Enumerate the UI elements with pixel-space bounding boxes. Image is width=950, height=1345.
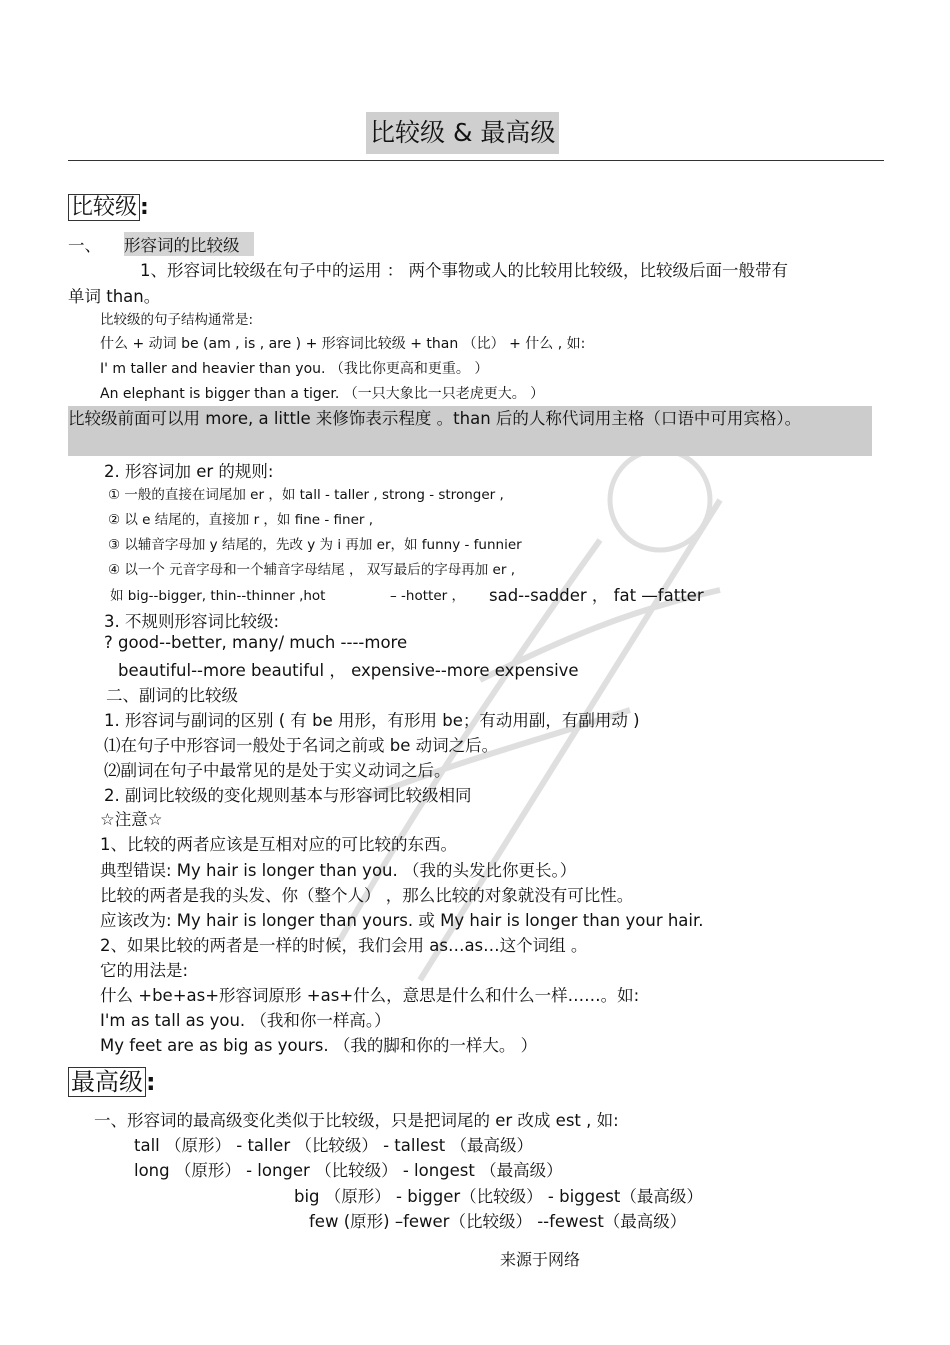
rule3-title: 3. 不规则形容词比较级:: [104, 612, 280, 631]
correction: 应该改为: My hair is longer than yours. 或 My hair is longer than your hair.: [100, 911, 704, 930]
rule2-examples-hot: – -hotter ，: [390, 588, 465, 604]
example-taller: I' m taller and heavier than you. （我比你更高和更重。 ）: [100, 361, 489, 377]
note2: 2、如果比较的两者是一样的时候，我们会用 as…as…这个词组 。: [100, 936, 588, 955]
rule2-examples-tail: sad--sadder ， fat —fatter: [489, 586, 704, 605]
rule1-line1: 1、形容词比较级在句子中的运用 ： 两个事物或人的比较用比较级，比较级后面一般带有: [140, 261, 788, 280]
as-as-example1: I'm as tall as you. （我和你一样高。）: [100, 1011, 391, 1030]
part2-heading: 二、副词的比较级: [106, 686, 238, 705]
superlative-row: long （原形） - longer （比较级） - longest （最高级）: [134, 1161, 563, 1180]
comparative-heading: [68, 190, 149, 221]
rule3-line2: beautiful--more beautiful ， expensive--more expensive: [118, 661, 579, 680]
as-as-example2: My feet are as big as yours. （我的脚和你的一样大。 ）: [100, 1036, 538, 1055]
usage-formula: 什么 +be+as+形容词原形 +as+什么，意思是什么和什么一样……。如:: [100, 986, 640, 1005]
rule2-item: ④ 以一个 元音字母和一个辅音字母结尾 ， 双写最后的字母再加 er ,: [108, 562, 515, 578]
page-title: 比较级 & 最高级: [366, 112, 559, 154]
usage-intro: 它的用法是:: [100, 961, 189, 980]
rule2-item: ③ 以辅音字母加 y 结尾的，先改 y 为 i 再加 er，如 funny - funnier: [108, 537, 522, 553]
part2-item1a: ⑴在句子中形容词一般处于名词之前或 be 动词之后。: [104, 736, 499, 755]
part1-number: 一、: [68, 236, 101, 255]
rule2-item: ① 一般的直接在词尾加 er ，如 tall - taller , strong - stronger ,: [108, 487, 504, 503]
part2-item1: 1. 形容词与副词的区别 ( 有 be 用形，有形用 be；有动用副，有副用动 ): [104, 711, 640, 730]
structure-formula: 什么 + 动词 be (am , is , are ) + 形容词比较级 + than （比） + 什么 , 如:: [100, 336, 586, 352]
comparative-heading-label: 比较级: [68, 194, 140, 221]
rule3-line1: ? good--better, many/ much ----more: [104, 633, 408, 652]
note1: 1、比较的两者应该是互相对应的可比较的东西。: [100, 835, 457, 854]
modifier-note: 比较级前面可以用 more, a little 来修饰表示程度 。than 后的人称代词用主格（口语中可用宾格）。: [68, 406, 872, 456]
example-elephant: An elephant is bigger than a tiger. （一只大象比一只老虎更大。 ）: [100, 386, 545, 402]
structure-intro: 比较级的句子结构通常是:: [100, 312, 254, 328]
part1-label: 形容词的比较级: [124, 232, 254, 256]
superlative-heading-label: 最高级: [68, 1067, 146, 1097]
rule2-item: ② 以 e 结尾的，直接加 r ，如 fine - finer ,: [108, 512, 374, 528]
part2-item2: 2. 副词比较级的变化规则基本与形容词比较级相同: [104, 786, 472, 805]
superlative-row: few (原形) –fewer（比较级） --fewest（最高级）: [309, 1212, 687, 1231]
note-title: ☆注意☆: [100, 810, 163, 829]
superlative-heading: [68, 1062, 156, 1097]
footer-source: 来源于网络: [500, 1250, 581, 1269]
superlative-row: big （原形） - bigger（比较级） - biggest（最高级）: [294, 1187, 703, 1206]
superlative-heading-colon: :: [146, 1068, 156, 1096]
typical-error: 典型错误: My hair is longer than you. （我的头发比你更长。）: [100, 861, 577, 880]
comparative-heading-colon: :: [140, 195, 149, 220]
part2-item1b: ⑵副词在句子中最常见的是处于实义动词之后。: [104, 761, 451, 780]
superlative-rule: 一、形容词的最高级变化类似于比较级，只是把词尾的 er 改成 est , 如:: [94, 1111, 619, 1130]
superlative-row: tall （原形） - taller （比较级） - tallest （最高级）: [134, 1136, 534, 1155]
error-explain: 比较的两者是我的头发、你（整个人） ，那么比较的对象就没有可比性。: [100, 886, 634, 905]
rule2-title: 2. 形容词加 er 的规则:: [104, 462, 274, 481]
title-divider: [68, 160, 884, 161]
rule2-examples: 如 big--bigger, thin--thinner ,hot: [110, 588, 326, 604]
rule1-line2: 单词 than。: [68, 287, 161, 306]
